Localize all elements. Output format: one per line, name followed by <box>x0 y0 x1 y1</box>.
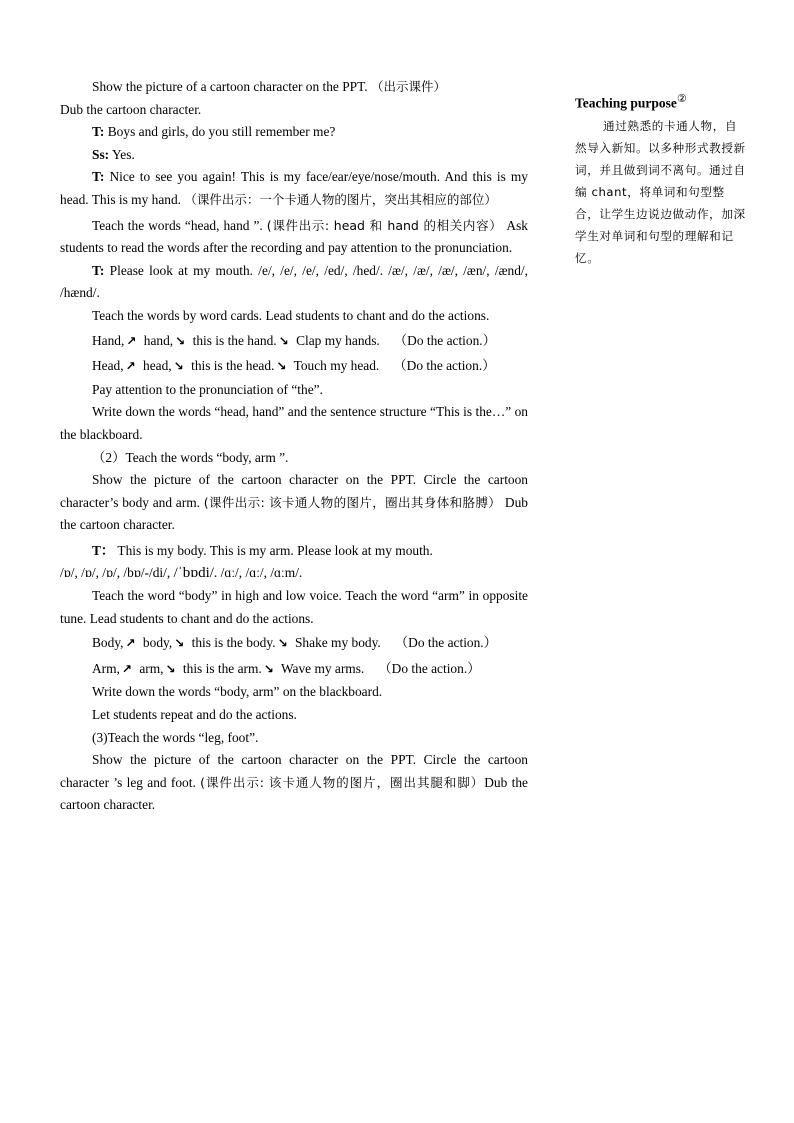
up-arrow-icon: ↗ <box>126 333 137 348</box>
down-arrow-icon: ↘ <box>276 359 287 374</box>
paragraph: Dub the cartoon character. <box>60 101 202 117</box>
note-body: 通过熟悉的卡通人物，自然导入新知。以多种形式教授新词，并且做到词不离句。通过自编 chant，将单词和句型整合，让学生边说边做动作，加深学生对单词和句型的理解和记忆。 <box>575 118 746 265</box>
paragraph: Show the picture of the cartoon character on the PPT. Circle the cartoon character’s body and arm. (课件出示: 该卡通人物的图片，圈出其身体和胳膊） Dub the cartoon character. <box>60 472 528 533</box>
section-heading: （2）Teach the words “body, arm ”. <box>92 449 289 465</box>
paragraph: Teach the word “body” in high and low voice. Teach the word “arm” in opposite tune. Lead students to chant and do the actions. <box>60 588 528 626</box>
speaker-label: T: <box>92 169 105 185</box>
paragraph: Let students repeat and do the actions. <box>92 707 297 723</box>
paragraph: Show the picture of a cartoon character on the PPT. （出示课件） <box>92 79 447 94</box>
up-arrow-icon: ↗ <box>121 661 132 676</box>
up-arrow-icon: ↗ <box>125 636 136 651</box>
down-arrow-icon: ↘ <box>175 333 186 348</box>
down-arrow-icon: ↘ <box>278 333 289 348</box>
chant-line: Hand, ↗ hand, ↘ this is the hand. ↘ Clap my hands. （Do the action.） <box>92 332 497 348</box>
down-arrow-icon: ↘ <box>165 661 176 676</box>
lesson-content <box>60 76 528 817</box>
note-title: Teaching purpose② <box>575 92 687 111</box>
dialogue-line: T: Nice to see you again! This is my face/ear/eye/nose/mouth. And this is my head. This is my hand. （课件出示：一个卡通人物的图片，突出其相应的部位） <box>60 169 528 207</box>
speaker-label: T: <box>92 124 105 140</box>
speaker-label: T: <box>92 262 105 278</box>
speaker-label: T： <box>92 542 115 558</box>
note-mark: ② <box>676 92 687 105</box>
paragraph: Teach the words “head, hand ”. (课件出示: head 和 hand 的相关内容） Ask students to read the words after the recording and pay attention to the pronunciation. <box>60 217 528 256</box>
dialogue-line: T: Boys and girls, do you still remember me? <box>92 124 336 140</box>
chant-line: Head, ↗ head, ↘ this is the head. ↘ Touch my head. （Do the action.） <box>92 358 496 374</box>
paragraph: Pay attention to the pronunciation of “the”. <box>92 381 323 397</box>
chant-line: Arm, ↗ arm, ↘ this is the arm. ↘ Wave my arms. （Do the action.） <box>92 660 481 676</box>
chant-line: Body, ↗ body, ↘ this is the body. ↘ Shake my body. （Do the action.） <box>92 635 498 651</box>
dialogue-line: T： This is my body. This is my arm. Please look at my mouth. <box>92 542 433 558</box>
paragraph: Show the picture of the cartoon character on the PPT. Circle the cartoon character ’s leg and foot. (课件出示: 该卡通人物的图片，圈出其腿和脚）Dub the cartoon character. <box>60 752 528 813</box>
paragraph: Write down the words “head, hand” and the sentence structure “This is the…” on the blackboard. <box>60 404 528 442</box>
up-arrow-icon: ↗ <box>125 359 136 374</box>
down-arrow-icon: ↘ <box>263 661 274 676</box>
paragraph: Teach the words by word cards. Lead students to chant and do the actions. <box>92 307 490 323</box>
section-heading: (3)Teach the words “leg, foot”. <box>92 729 259 745</box>
down-arrow-icon: ↘ <box>173 359 184 374</box>
paragraph: /ɒ/, /ɒ/, /ɒ/, /bɒ/-/di/, /ˈbɒdi/. /ɑː/, /ɑː/, /ɑːm/. <box>60 565 303 582</box>
paragraph: Write down the words “body, arm” on the blackboard. <box>92 684 383 700</box>
dialogue-line: T: Please look at my mouth. /e/, /e/, /e/, /ed/, /hed/. /æ/, /æ/, /æ/, /æn/, /ænd/, /hænd/. <box>60 262 528 301</box>
speaker-label: Ss: <box>92 146 110 162</box>
teaching-purpose-note <box>575 88 747 269</box>
down-arrow-icon: ↘ <box>277 636 288 651</box>
dialogue-line: Ss: Yes. <box>92 146 135 162</box>
down-arrow-icon: ↘ <box>174 636 185 651</box>
